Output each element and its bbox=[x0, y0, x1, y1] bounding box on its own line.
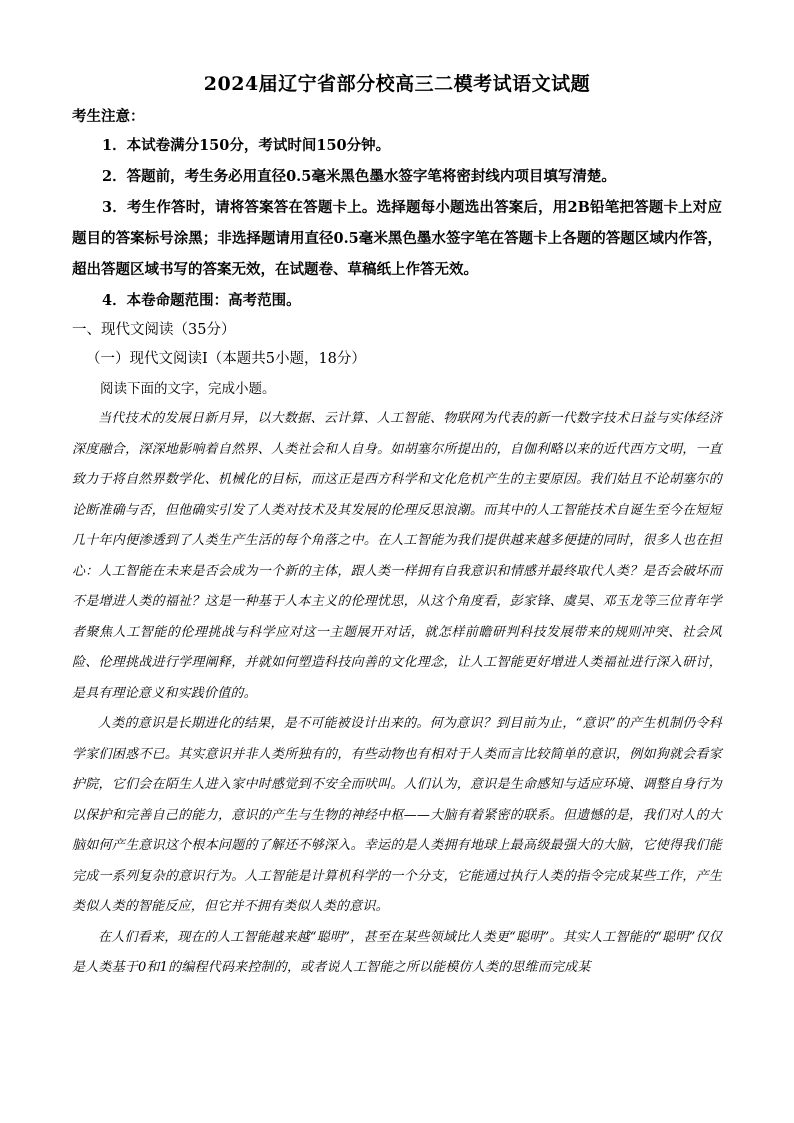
passage-paragraph-3: 在人们看来，现在的人工智能越来越“聪明”，甚至在某些领域比人类更“聪明”。其实人工智能的“聪明”仅仅是人类基于0和1的编程代码来控制的，或者说人工智能之所以能模仿人类的思维而完成某 bbox=[72, 929, 722, 975]
notice-heading: 考生注意： bbox=[72, 108, 145, 125]
reading-section bbox=[72, 316, 722, 984]
notice-item-1: 1．本试卷满分150分，考试时间150分钟。 bbox=[102, 137, 391, 154]
exam-title: 2024届辽宁省部分校高三二模考试语文试题 bbox=[203, 73, 591, 95]
notice-item-4: 4．本卷命题范围：高考范围。 bbox=[102, 292, 301, 309]
notice-item-2: 2．答题前，考生务必用直径0.5毫米黑色墨水签字笔将密封线内项目填写清楚。 bbox=[102, 168, 616, 185]
notice-item-3: 3．考生作答时，请将答案答在答题卡上。选择题每小题选出答案后，用2B铅笔把答题卡上对应题目的答案标号涂黑；非选择题请用直径0.5毫米黑色墨水签字笔在答题卡上各题的答题区域内作答，超出答题区域书写的答案无效，在试题卷、草稿纸上作答无效。 bbox=[72, 199, 722, 278]
section-heading: 一、现代文阅读（35分） bbox=[72, 322, 236, 338]
passage-paragraph-1: 当代技术的发展日新月异，以大数据、云计算、人工智能、物联网为代表的新一代数字技术日益与实体经济深度融合，深深地影响着自然界、人类社会和人自身。如胡塞尔所提出的，自伽利略以来的近代西方文明，一直致力于将自然界数学化、机械化的目标，而这正是西方科学和文化危机产生的主要原因。我们姑且不论胡塞尔的论断准确与否，但他确实引发了人类对技术及其发展的伦理反思浪潮。而其中的人工智能技术自诞生至今在短短几十年内便渗透到了人类生产生活的每个角落之中。在人工智能为我们提供越来越多便捷的同时，很多人也在担心：人工智能在未来是否会成为一个新的主体，跟人类一样拥有自我意识和情感并最终取代人类？是否会破坏而不是增进人类的福祉？这是一种基于人本主义的伦理忧思，从这个角度看，彭家锋、虞昊、邓玉龙等三位青年学者聚焦人工智能的伦理挑战与科学应对这一主题展开对话，就怎样前瞻研判科技发展带来的规则冲突、社会风险、伦理挑战进行学理阐释，并就如何塑造科技向善的文化理念，让人工智能更好增进人类福祉进行深入研讨，是具有理论意义和实践价值的。 bbox=[72, 411, 722, 701]
reading-instruction: 阅读下面的文字，完成小题。 bbox=[100, 381, 276, 397]
document-page bbox=[72, 68, 722, 984]
section-subheading: （一）现代文阅读Ⅰ（本题共5小题，18分） bbox=[86, 351, 366, 367]
exam-notice bbox=[72, 104, 722, 316]
passage-paragraph-2: 人类的意识是长期进化的结果，是不可能被设计出来的。何为意识？到目前为止，“意识”的产生机制仍令科学家们困惑不已。其实意识并非人类所独有的，有些动物也有相对于人类而言比较简单的意识，例如狗就会看家护院，它们会在陌生人进入家中时感觉到不安全而吠叫。人们认为，意识是生命感知与适应环境、调整自身行为以保护和完善自己的能力，意识的产生与生物的神经中枢——大脑有着紧密的联系。但遗憾的是，我们对人的大脑如何产生意识这个根本问题的了解还不够深入。幸运的是人类拥有地球上最高级最强大的大脑，它使得我们能完成一系列复杂的意识行为。人工智能是计算机科学的一个分支，它能通过执行人类的指令完成某些工作，产生类似人类的智能反应，但它并不拥有类似人类的意识。 bbox=[72, 716, 722, 914]
